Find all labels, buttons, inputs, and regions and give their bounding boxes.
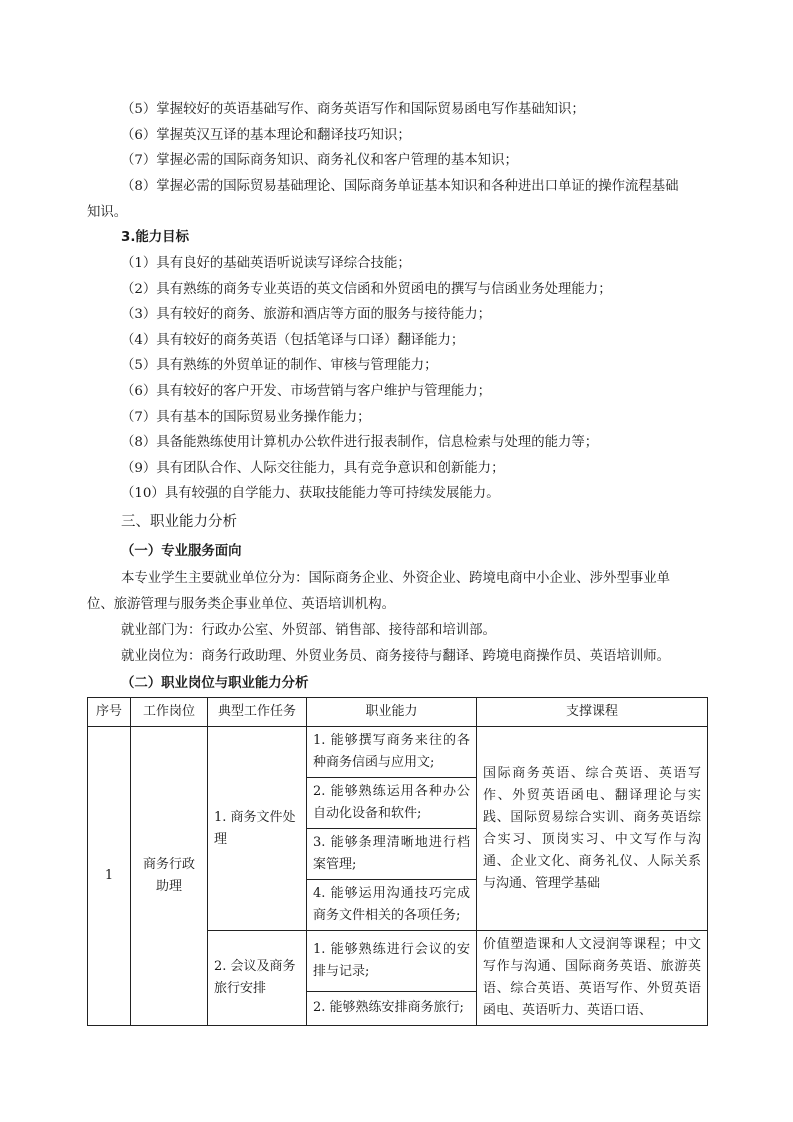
- ability-cell: 2. 能够熟练安排商务旅行;: [307, 991, 477, 1025]
- knowledge-item: （5）掌握较好的英语基础写作、商务英语写作和国际贸易函电写作基础知识；: [121, 102, 585, 117]
- service-line: 位、旅游管理与服务类企事业单位、英语培训机构。: [87, 597, 395, 612]
- header-course: 支撑课程: [477, 698, 708, 727]
- ability-cell: 4. 能够运用沟通技巧完成商务文件相关的各项任务;: [307, 880, 477, 931]
- ability-goals-heading: 3.能力目标: [121, 230, 189, 245]
- table-header-row: [88, 698, 708, 727]
- row-number: 1: [88, 727, 131, 1026]
- ability-item: （2）具有熟练的商务专业英语的英文信函和外贸函电的撰写与信函业务处理能力；: [121, 282, 612, 297]
- course-cell: 价值塑造课和人文浸润等课程；中文写作与沟通、国际商务英语、旅游英语、综合英语、英语写作、外贸英语函电、英语听力、英语口语、: [477, 931, 708, 1026]
- ability-item: （6）具有较好的客户开发、市场营销与客户维护与管理能力；: [121, 384, 492, 399]
- post-ability-table: [87, 697, 708, 1026]
- subsection-service-heading: （一）专业服务面向: [121, 544, 242, 559]
- knowledge-item: （8）掌握必需的国际贸易基础理论、国际商务单证基本知识和各种进出口单证的操作流程基础: [121, 179, 679, 194]
- header-post: 工作岗位: [131, 698, 208, 727]
- header-no: 序号: [88, 698, 131, 727]
- service-line: 就业岗位为：商务行政助理、外贸业务员、商务接待与翻译、跨境电商操作员、英语培训师。: [121, 649, 671, 664]
- header-ability: 职业能力: [307, 698, 477, 727]
- ability-item: （9）具有团队合作、人际交往能力，具有竞争意识和创新能力；: [121, 461, 505, 476]
- ability-item: （1）具有良好的基础英语听说读写译综合技能；: [121, 256, 411, 271]
- subsection-post-heading: （二）职业岗位与职业能力分析: [121, 676, 309, 691]
- post-name: 商务行政助理: [131, 727, 208, 1026]
- task-name: 2. 会议及商务旅行安排: [208, 931, 307, 1026]
- ability-cell: 1. 能够熟练进行会议的安排与记录;: [307, 931, 477, 992]
- course-cell: 国际商务英语、综合英语、英语写作、外贸英语函电、翻译理论与实践、国际贸易综合实训、商务英语综合实习、顶岗实习、中文写作与沟通、企业文化、商务礼仪、人际关系与沟通、管理学基础: [477, 727, 708, 931]
- ability-item: （3）具有较好的商务、旅游和酒店等方面的服务与接待能力；: [121, 307, 492, 322]
- ability-cell: 1. 能够撰写商务来往的各种商务信函与应用文;: [307, 727, 477, 778]
- knowledge-item: （6）掌握英汉互译的基本理论和翻译技巧知识；: [121, 128, 411, 143]
- section-title: 三、职业能力分析: [121, 514, 237, 530]
- service-line: 本专业学生主要就业单位分为：国际商务企业、外资企业、跨境电商中小企业、涉外型事业单: [121, 571, 671, 586]
- ability-item: （7）具有基本的国际贸易业务操作能力；: [121, 410, 371, 425]
- ability-item: （10）具有较强的自学能力、获取技能能力等可持续发展能力。: [121, 486, 500, 501]
- table-row: [88, 727, 708, 778]
- ability-item: （5）具有熟练的外贸单证的制作、审核与管理能力；: [121, 358, 438, 373]
- ability-cell: 3. 能够条理清晰地进行档案管理;: [307, 829, 477, 880]
- knowledge-item-continued: 知识。: [87, 205, 128, 220]
- ability-item: （4）具有较好的商务英语（包括笔译与口译）翻译能力；: [121, 333, 465, 348]
- service-line: 就业部门为：行政办公室、外贸部、销售部、接待部和培训部。: [121, 623, 496, 638]
- header-task: 典型工作任务: [208, 698, 307, 727]
- ability-item: （8）具备能熟练使用计算机办公软件进行报表制作，信息检索与处理的能力等；: [121, 435, 599, 450]
- knowledge-item: （7）掌握必需的国际商务知识、商务礼仪和客户管理的基本知识；: [121, 153, 518, 168]
- ability-cell: 2. 能够熟练运用各种办公自动化设备和软件;: [307, 778, 477, 829]
- task-name: 1. 商务文件处理: [208, 727, 307, 931]
